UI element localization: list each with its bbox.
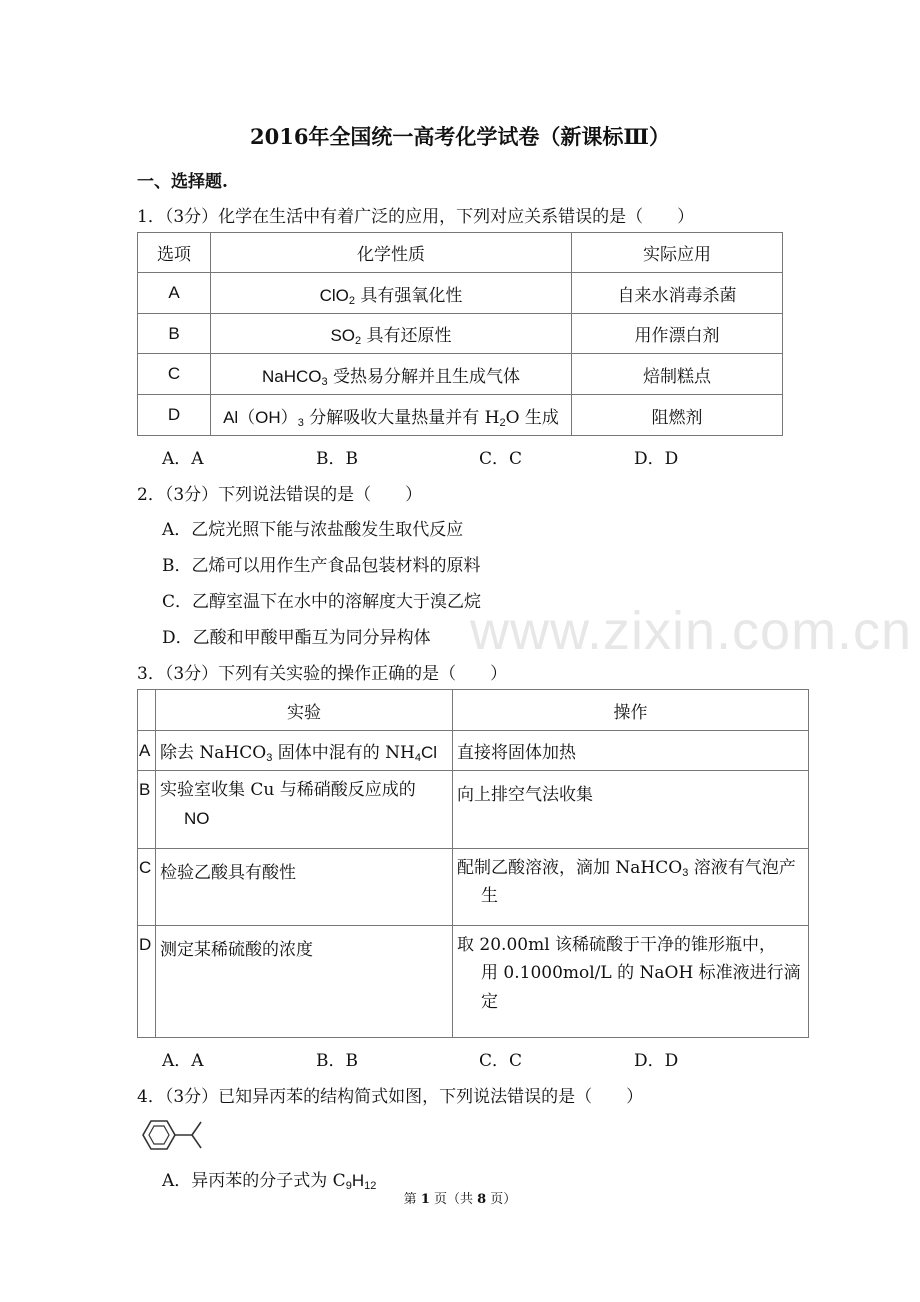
question-3-stem: 3．（3分）下列有关实验的操作正确的是（ ）	[137, 664, 508, 684]
application-cell: 焙制糕点	[572, 354, 783, 395]
question-1-table	[137, 232, 783, 436]
table-header-cell: 实际应用	[572, 233, 783, 273]
table-header-cell: 操作	[453, 690, 809, 731]
answer-option: A．A	[162, 1051, 204, 1071]
answer-option: C．乙醇室温下在水中的溶解度大于溴乙烷	[162, 592, 482, 612]
footer-text: 页（共	[429, 1192, 478, 1207]
answer-option: C．C	[479, 449, 523, 469]
subscript: 2	[499, 416, 506, 429]
table-header-cell: 选项	[138, 233, 211, 273]
answer-option: A．A	[162, 449, 204, 469]
subscript: 12	[364, 1180, 377, 1192]
option-key-cell: B	[138, 314, 211, 354]
answer-option: B．B	[316, 1051, 358, 1071]
question-4-stem: 4．（3分）已知异丙苯的结构简式如图，下列说法错误的是（ ）	[137, 1087, 644, 1107]
table-header-row	[138, 233, 783, 273]
option-key-cell: A	[138, 731, 156, 771]
subscript: 9	[345, 1180, 352, 1192]
footer-text: 页）	[486, 1192, 517, 1207]
table-row	[138, 354, 783, 395]
property-text: O 生成	[505, 407, 559, 428]
formula-text: Al（OH）	[223, 407, 298, 427]
answer-option: D．D	[634, 449, 679, 469]
answer-option: C．C	[479, 1051, 523, 1071]
table-row	[138, 926, 809, 1038]
table-header-row	[138, 690, 809, 731]
operation-cell: 直接将固体加热	[453, 731, 809, 771]
option-text: A．异丙苯的分子式为 C	[162, 1171, 346, 1191]
watermark: www.zixin.com.cn	[470, 601, 913, 661]
experiment-text: 固体中混有的 NH	[272, 743, 415, 763]
formula-text: ClO	[319, 285, 349, 305]
experiment-cell	[156, 771, 453, 849]
section-heading: 一、选择题.	[137, 172, 228, 192]
page-number: 1	[420, 1192, 430, 1207]
answer-option: B．B	[316, 449, 358, 469]
option-key-cell: C	[138, 354, 211, 395]
experiment-text: 除去 NaHCO	[160, 743, 267, 763]
question-1-stem: 1．（3分）化学在生活中有着广泛的应用，下列对应关系错误的是（ ）	[137, 207, 695, 227]
operation-cell	[453, 849, 809, 926]
subscript: 3	[321, 375, 328, 388]
property-cell	[211, 314, 572, 354]
option-key-cell: D	[138, 395, 211, 436]
experiment-cell: 测定某稀硫酸的浓度	[156, 926, 453, 1038]
operation-cell: 向上排空气法收集	[453, 771, 809, 849]
property-text: 具有还原性	[361, 326, 452, 346]
table-row	[138, 731, 809, 771]
question-2-stem: 2．（3分）下列说法错误的是（ ）	[137, 485, 423, 505]
answer-option: A．乙烷光照下能与浓盐酸发生取代反应	[162, 520, 464, 540]
footer-text: 第	[403, 1192, 421, 1207]
experiment-cell: 检验乙酸具有酸性	[156, 849, 453, 926]
operation-text: 用 0.1000mol/L 的 NaOH 标准液进行滴	[481, 963, 801, 983]
table-header-cell	[138, 690, 156, 731]
operation-text: 定	[481, 992, 498, 1012]
page-footer	[0, 1188, 920, 1207]
table-header-cell: 化学性质	[211, 233, 572, 273]
table-row	[138, 314, 783, 354]
formula-text: NaHCO	[261, 366, 322, 386]
option-text: H	[351, 1171, 365, 1190]
table-header-cell: 实验	[156, 690, 453, 731]
answer-option: D．D	[634, 1051, 679, 1071]
subscript: 2	[348, 294, 355, 307]
experiment-text: Cl	[420, 743, 438, 762]
question-3-table	[137, 689, 809, 1038]
option-key-cell: D	[138, 926, 156, 1038]
operation-cell	[453, 926, 809, 1038]
subscript: 3	[682, 867, 689, 879]
table-row	[138, 273, 783, 314]
property-text: 分解吸收大量热量并有 H	[303, 407, 500, 428]
experiment-cell	[156, 731, 453, 771]
option-key-cell: C	[138, 849, 156, 926]
page-title: 2016年全国统一高考化学试卷（新课标Ⅲ）	[249, 124, 671, 149]
operation-text: 取 20.00ml 该稀硫酸于干净的锥形瓶中，	[457, 935, 777, 955]
table-row	[138, 771, 809, 849]
formula-text: SO	[330, 326, 356, 345]
operation-text: 生	[481, 886, 498, 906]
isopropylbenzene-structure	[137, 1112, 215, 1158]
page-total: 8	[477, 1192, 487, 1207]
answer-option: B．乙烯可以用作生产食品包装材料的原料	[162, 556, 481, 576]
table-row	[138, 849, 809, 926]
subscript: 3	[297, 416, 304, 429]
answer-option: D．乙酸和甲酸甲酯互为同分异构体	[162, 628, 431, 648]
experiment-text: 实验室收集 Cu 与稀硝酸反应成的	[160, 780, 416, 800]
operation-text: 配制乙酸溶液，滴加 NaHCO	[457, 858, 683, 878]
option-key-cell: B	[138, 771, 156, 849]
subscript: 2	[355, 335, 362, 347]
option-key-cell: A	[138, 273, 211, 314]
application-cell: 阻燃剂	[572, 395, 783, 436]
table-row	[138, 395, 783, 436]
property-cell	[211, 354, 572, 395]
property-text: 受热易分解并且生成气体	[327, 366, 521, 387]
experiment-text: NO	[184, 809, 210, 828]
property-cell	[211, 395, 572, 436]
subscript: 3	[266, 752, 273, 764]
application-cell: 自来水消毒杀菌	[572, 273, 783, 314]
property-text: 具有强氧化性	[355, 285, 463, 306]
operation-text: 溶液有气泡产	[688, 858, 796, 878]
application-cell: 用作漂白剂	[572, 314, 783, 354]
property-cell	[211, 273, 572, 314]
subscript: 4	[414, 752, 421, 764]
